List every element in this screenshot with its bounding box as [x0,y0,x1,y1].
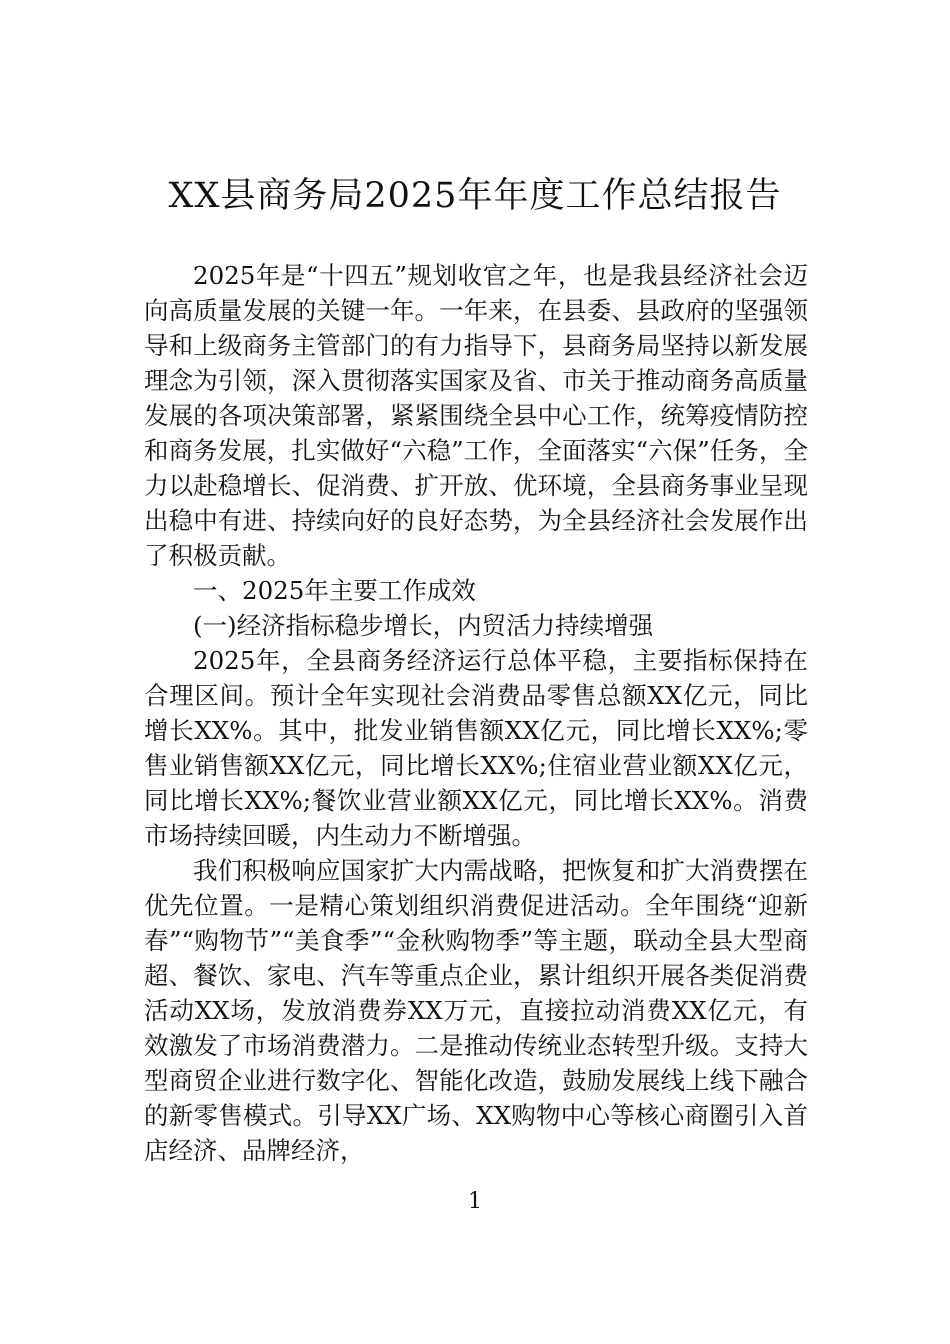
document-title: XX县商务局2025年年度工作总结报告 [168,176,782,216]
document-body [144,258,808,1168]
page-number: 1 [468,1189,482,1214]
subsection-heading: (一)经济指标稳步增长，内贸活力持续增强 [193,611,654,640]
consumption-paragraph: 我们积极响应国家扩大内需战略，把恢复和扩大消费摆在优先位置。一是精心策划组织消费促进活动。全年围绕“迎新春”“购物节”“美食季”“金秋购物季”等主题，联动全县大型商超、餐饮、家电、汽车等重点企业，累计组织开展各类促消费活动XX场，发放消费券XX万元，直接拉动消费XX亿元，有效激发了市场消费潜力。二是推动传统业态转型升级。支持大型商贸企业进行数字化、智能化改造，鼓励发展线上线下融合的新零售模式。引导XX广场、XX购物中心等核心商圈引入首店经济、品牌经济， [144,856,808,1165]
intro-paragraph: 2025年是“十四五”规划收官之年，也是我县经济社会迈向高质量发展的关键一年。一年来，在县委、县政府的坚强领导和上级商务主管部门的有力指导下，县商务局坚持以新发展理念为引领，深入贯彻落实国家及省、市关于推动商务高质量发展的各项决策部署，紧紧围绕全县中心工作，统筹疫情防控和商务发展，扎实做好“六稳”工作，全面落实“六保”任务，全力以赴稳增长、促消费、扩开放、优环境，全县商务事业呈现出稳中有进、持续向好的良好态势，为全县经济社会发展作出了积极贡献。 [144,261,808,570]
section-heading: 一、2025年主要工作成效 [193,576,476,605]
indicators-paragraph: 2025年，全县商务经济运行总体平稳，主要指标保持在合理区间。预计全年实现社会消费品零售总额XX亿元，同比增长XX%。其中，批发业销售额XX亿元，同比增长XX%;零售业销售额XX亿元，同比增长XX%;住宿业营业额XX亿元，同比增长XX%;餐饮业营业额XX亿元，同比增长XX%。消费市场持续回暖，内生动力不断增强。 [144,646,808,850]
